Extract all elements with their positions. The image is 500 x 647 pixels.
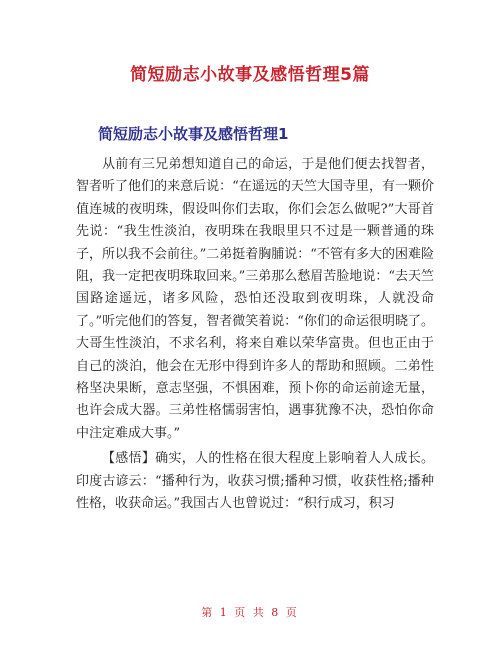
story-paragraph: 从前有三兄弟想知道自己的命运，于是他们便去找智者，智者听了他们的来意后说：“在遥远的天竺大国寺里，有一颗价值连城的夜明珠，假设叫你们去取，你们会怎么做呢?”大哥首先说：“我生性淡泊，夜明珠在我眼里只不过是一颗普通的珠子，所以我不会前往。”二弟挺着胸脯说：“不管有多大的困难险阻，我一定把夜明珠取回来。”三弟那么愁眉苦脸地说：“去天竺国路途遥远，诸多风险，恐怕还没取到夜明珠，人就没命了。”听完他们的答复，智者微笑着说：“你们的命运很明晓了。大哥生性淡泊，不求名利，将来自难以荣华富贵。但也正由于自己的淡泊，他会在无形中得到许多人的帮助和照顾。二弟性格坚决果断，意志坚强，不惧困难，预卜你的命运前途无量，也许会成大器。三弟性格懦弱害怕，遇事犹豫不决，恐怕你命中注定难成大事。” — [76, 157, 434, 441]
page-number-footer: 第 1 页 共 8 页 — [201, 606, 299, 619]
document-title: 简短励志小故事及感悟哲理5篇 — [130, 65, 370, 85]
insight-paragraph: 【感悟】确实，人的性格在很大程度上影响着人人成长。印度古谚云：“播种行为，收获习惯;播种习惯，收获性格;播种性格，收获命运。”我国古人也曾说过：“积行成习，积习 — [76, 451, 434, 512]
section-heading: 简短励志小故事及感悟哲理1 — [98, 125, 289, 143]
body-text — [76, 154, 434, 516]
